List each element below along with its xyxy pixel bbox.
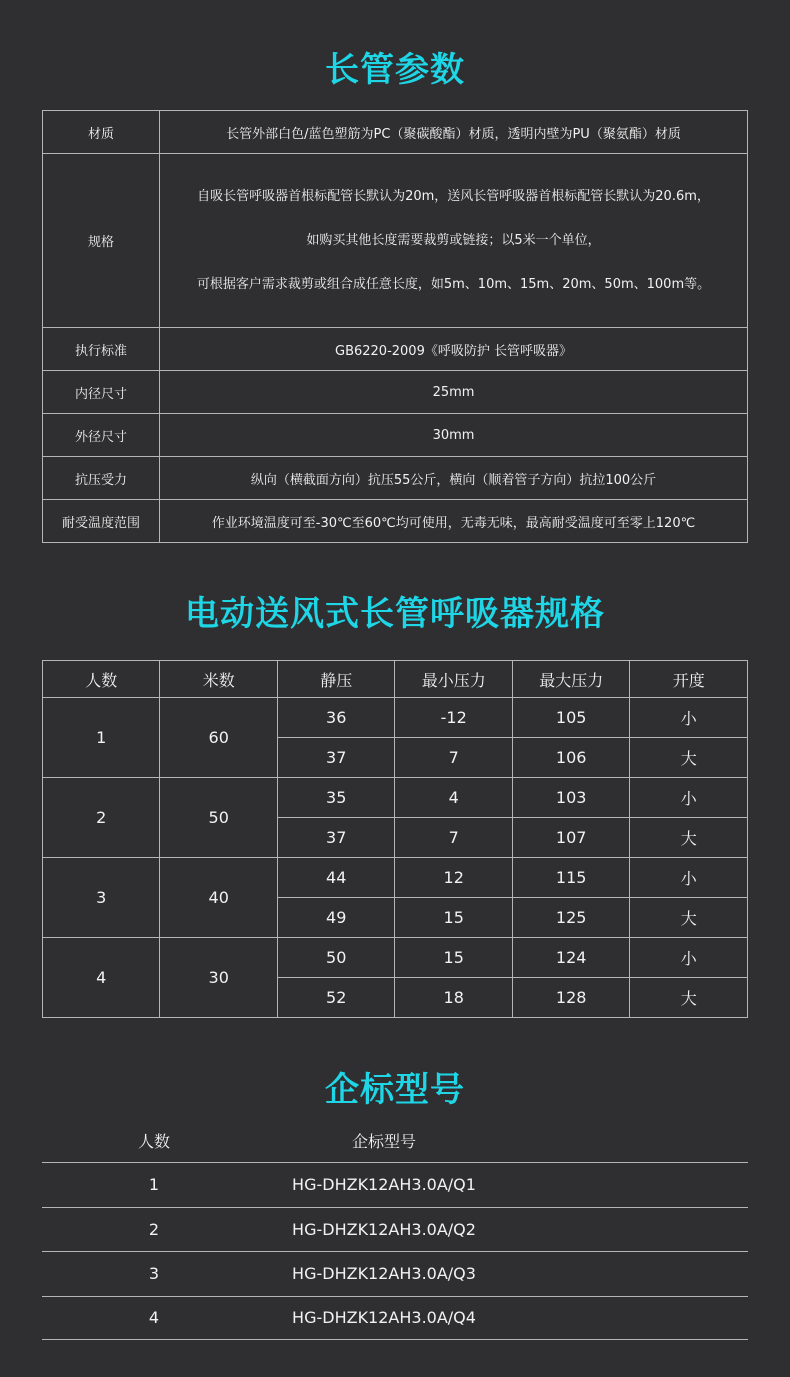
col-header-people: 人数 [43,661,160,698]
max-pressure-cell: 125 [512,898,630,938]
param-value: 长管外部白色/蓝色塑筋为PC（聚碳酸酯）材质，透明内壁为PU（聚氨酯）材质 [160,111,748,154]
table-row [43,328,748,371]
static-pressure-cell: 35 [277,778,394,818]
meters-cell: 50 [160,778,277,858]
min-pressure-cell: 18 [395,978,513,1018]
static-pressure-cell: 52 [277,978,394,1018]
max-pressure-cell: 106 [512,738,630,778]
param-value: 25mm [160,371,748,414]
model-number-list [42,1118,748,1340]
table-row [43,111,748,154]
param-label: 执行标准 [43,328,160,371]
table-row [43,938,748,978]
meters-cell: 60 [160,698,277,778]
table-row [43,457,748,500]
static-pressure-cell: 37 [277,738,394,778]
tube-params-table [42,110,748,543]
static-pressure-cell: 49 [277,898,394,938]
min-pressure-cell: -12 [395,698,513,738]
blower-spec-table [42,660,748,1018]
min-pressure-cell: 7 [395,818,513,858]
param-value: 纵向（横截面方向）抗压55公斤，横向（顺着管子方向）抗拉100公斤 [160,457,748,500]
spec-line: 可根据客户需求裁剪或组合成任意长度，如5m、10m、15m、20m、50m、100m等。 [196,276,711,292]
opening-cell: 小 [630,698,748,738]
spec-line: 如购买其他长度需要裁剪或链接；以5米一个单位， [306,232,601,248]
model-cell: HG-DHZK12AH3.0A/Q3 [292,1264,476,1284]
max-pressure-cell: 107 [512,818,630,858]
spec-line: 自吸长管呼吸器首根标配管长默认为20m，送风长管呼吸器首根标配管长默认为20.6m， [197,188,710,204]
people-cell: 3 [148,1264,160,1284]
max-pressure-cell: 128 [512,978,630,1018]
people-cell: 2 [43,778,160,858]
people-cell: 1 [148,1175,160,1195]
model-cell: HG-DHZK12AH3.0A/Q4 [292,1308,476,1328]
param-label: 抗压受力 [43,457,160,500]
list-item [42,1162,748,1207]
model-cell: HG-DHZK12AH3.0A/Q2 [292,1219,476,1239]
col-header-static-pressure: 静压 [277,661,394,698]
opening-cell: 大 [630,978,748,1018]
table-row [43,500,748,543]
param-label: 规格 [43,154,160,328]
static-pressure-cell: 37 [277,818,394,858]
max-pressure-cell: 124 [512,938,630,978]
table-row [43,414,748,457]
meters-cell: 40 [160,858,277,938]
opening-cell: 大 [630,818,748,858]
model-cell: HG-DHZK12AH3.0A/Q1 [292,1175,476,1195]
opening-cell: 大 [630,898,748,938]
people-cell: 2 [148,1219,160,1239]
opening-cell: 大 [630,738,748,778]
min-pressure-cell: 4 [395,778,513,818]
people-cell: 4 [43,938,160,1018]
min-pressure-cell: 15 [395,938,513,978]
table-row [43,154,748,328]
max-pressure-cell: 103 [512,778,630,818]
param-value: GB6220-2009《呼吸防护 长管呼吸器》 [160,328,748,371]
static-pressure-cell: 44 [277,858,394,898]
col-header-min-pressure: 最小压力 [395,661,513,698]
table-row [43,778,748,818]
min-pressure-cell: 12 [395,858,513,898]
list-header [42,1118,748,1162]
list-item [42,1296,748,1341]
param-label: 内径尺寸 [43,371,160,414]
param-label: 材质 [43,111,160,154]
list-item [42,1251,748,1296]
col-header-model: 企标型号 [351,1131,416,1151]
people-cell: 1 [43,698,160,778]
min-pressure-cell: 7 [395,738,513,778]
static-pressure-cell: 36 [277,698,394,738]
param-value: 30mm [160,414,748,457]
col-header-opening: 开度 [630,661,748,698]
param-label: 耐受温度范围 [43,500,160,543]
section-title-tube-params: 长管参数 [325,50,465,90]
max-pressure-cell: 115 [512,858,630,898]
opening-cell: 小 [630,938,748,978]
param-value [160,154,748,328]
col-header-meters: 米数 [160,661,277,698]
col-header-max-pressure: 最大压力 [512,661,630,698]
opening-cell: 小 [630,858,748,898]
opening-cell: 小 [630,778,748,818]
table-row [43,858,748,898]
people-cell: 4 [148,1308,160,1328]
static-pressure-cell: 50 [277,938,394,978]
section-title-model-numbers: 企标型号 [325,1070,465,1110]
table-row [43,371,748,414]
min-pressure-cell: 15 [395,898,513,938]
param-label: 外径尺寸 [43,414,160,457]
param-value: 作业环境温度可至-30℃至60℃均可使用，无毒无味，最高耐受温度可至零上120℃ [160,500,748,543]
max-pressure-cell: 105 [512,698,630,738]
table-row [43,698,748,738]
col-header-people: 人数 [137,1131,170,1151]
section-title-blower-spec: 电动送风式长管呼吸器规格 [185,594,605,634]
meters-cell: 30 [160,938,277,1018]
people-cell: 3 [43,858,160,938]
table-header-row [43,661,748,698]
list-item [42,1207,748,1252]
